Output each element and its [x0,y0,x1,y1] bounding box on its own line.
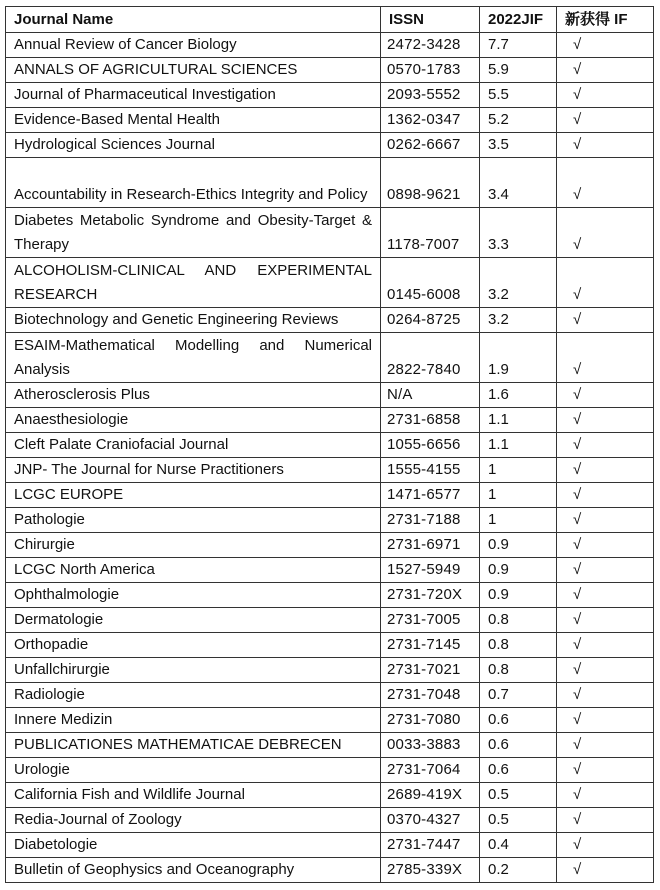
jif-cell: 5.9 [480,58,557,83]
table-row [6,708,654,733]
issn-cell: 2731-7048 [381,683,480,708]
jif-cell: 5.5 [480,83,557,108]
jif-cell: 3.4 [480,158,557,208]
journal-name-cell: ALCOHOLISM-CLINICAL AND EXPERIMENTAL RESEARCH [6,258,381,308]
table-row [6,408,654,433]
issn-cell: 1471-6577 [381,483,480,508]
jif-cell: 1.9 [480,333,557,383]
new-if-check-cell: √ [557,833,654,858]
issn-cell: 1055-6656 [381,433,480,458]
table-row [6,833,654,858]
table-body [6,33,654,883]
table-row [6,583,654,608]
issn-cell: 1362-0347 [381,108,480,133]
journal-name-cell: Pathologie [6,508,381,533]
table-row [6,608,654,633]
issn-cell: 2731-7447 [381,833,480,858]
issn-cell: 2731-7145 [381,633,480,658]
new-if-check-cell: √ [557,558,654,583]
table-row [6,83,654,108]
jif-cell: 0.5 [480,783,557,808]
jif-cell: 0.5 [480,808,557,833]
journal-name-cell: ANNALS OF AGRICULTURAL SCIENCES [6,58,381,83]
issn-cell: 2822-7840 [381,333,480,383]
journal-name-cell: Diabetologie [6,833,381,858]
table-row [6,308,654,333]
new-if-check-cell: √ [557,33,654,58]
table-row [6,508,654,533]
new-if-check-cell: √ [557,533,654,558]
new-if-check-cell: √ [557,708,654,733]
journal-name-cell: Bulletin of Geophysics and Oceanography [6,858,381,883]
journal-name-cell: Diabetes Metabolic Syndrome and Obesity-Target & Therapy [6,208,381,258]
table-row [6,858,654,883]
jif-cell: 1 [480,483,557,508]
header-journal-name: Journal Name [6,7,381,33]
journal-name-cell: Urologie [6,758,381,783]
table-row [6,383,654,408]
issn-cell: 1555-4155 [381,458,480,483]
table-row [6,208,654,258]
journal-name-cell: Anaesthesiologie [6,408,381,433]
new-if-check-cell: √ [557,683,654,708]
issn-cell: 0262-6667 [381,133,480,158]
issn-cell: 2731-720X [381,583,480,608]
new-if-check-cell: √ [557,733,654,758]
journal-name-cell: Biotechnology and Genetic Engineering Reviews [6,308,381,333]
table-row [6,683,654,708]
table-row [6,533,654,558]
journal-name-cell: Hydrological Sciences Journal [6,133,381,158]
issn-cell: 1527-5949 [381,558,480,583]
journal-name-cell: Unfallchirurgie [6,658,381,683]
jif-cell: 3.5 [480,133,557,158]
table-row [6,558,654,583]
jif-cell: 0.8 [480,633,557,658]
table-row [6,633,654,658]
table-row [6,483,654,508]
issn-cell: 0370-4327 [381,808,480,833]
header-issn: ISSN [381,7,480,33]
header-2022jif: 2022JIF [480,7,557,33]
jif-cell: 7.7 [480,33,557,58]
new-if-check-cell: √ [557,83,654,108]
table-row [6,108,654,133]
table-row [6,808,654,833]
journal-name-cell: Annual Review of Cancer Biology [6,33,381,58]
journal-name-cell: PUBLICATIONES MATHEMATICAE DEBRECEN [6,733,381,758]
issn-cell: 1178-7007 [381,208,480,258]
issn-cell: 2731-6971 [381,533,480,558]
new-if-check-cell: √ [557,783,654,808]
table-row [6,458,654,483]
table-row [6,33,654,58]
new-if-check-cell: √ [557,608,654,633]
table-row [6,758,654,783]
issn-cell: 0033-3883 [381,733,480,758]
issn-cell: 0264-8725 [381,308,480,333]
table-row [6,658,654,683]
new-if-check-cell: √ [557,333,654,383]
new-if-check-cell: √ [557,433,654,458]
new-if-check-cell: √ [557,583,654,608]
journal-name-cell: Chirurgie [6,533,381,558]
journal-name-cell: Cleft Palate Craniofacial Journal [6,433,381,458]
issn-cell: 2689-419X [381,783,480,808]
jif-cell: 1.1 [480,433,557,458]
issn-cell: 0898-9621 [381,158,480,208]
journal-name-cell: Orthopadie [6,633,381,658]
issn-cell: 2731-7005 [381,608,480,633]
jif-cell: 1 [480,508,557,533]
journal-name-cell: Radiologie [6,683,381,708]
new-if-check-cell: √ [557,258,654,308]
table-row [6,158,654,208]
new-if-check-cell: √ [557,308,654,333]
issn-cell: 0145-6008 [381,258,480,308]
new-if-check-cell: √ [557,508,654,533]
new-if-check-cell: √ [557,58,654,83]
jif-cell: 1 [480,458,557,483]
table-row [6,333,654,383]
new-if-check-cell: √ [557,758,654,783]
new-if-check-cell: √ [557,383,654,408]
jif-cell: 0.6 [480,758,557,783]
jif-cell: 0.7 [480,683,557,708]
issn-cell: 0570-1783 [381,58,480,83]
journal-name-cell: Redia-Journal of Zoology [6,808,381,833]
journal-name-cell: Journal of Pharmaceutical Investigation [6,83,381,108]
new-if-check-cell: √ [557,633,654,658]
journal-name-cell: ESAIM-Mathematical Modelling and Numerical Analysis [6,333,381,383]
jif-cell: 0.9 [480,533,557,558]
issn-cell: 2731-7080 [381,708,480,733]
jif-cell: 1.6 [480,383,557,408]
journal-name-cell: LCGC North America [6,558,381,583]
jif-cell: 0.8 [480,658,557,683]
issn-cell: 2731-7064 [381,758,480,783]
issn-cell: 2731-7188 [381,508,480,533]
new-if-check-cell: √ [557,108,654,133]
new-if-check-cell: √ [557,658,654,683]
issn-cell: 2472-3428 [381,33,480,58]
journal-name-cell: Innere Medizin [6,708,381,733]
jif-cell: 1.1 [480,408,557,433]
jif-cell: 0.6 [480,733,557,758]
jif-cell: 3.2 [480,308,557,333]
journal-name-cell: Ophthalmologie [6,583,381,608]
journal-name-cell: California Fish and Wildlife Journal [6,783,381,808]
issn-cell: 2731-6858 [381,408,480,433]
jif-cell: 0.2 [480,858,557,883]
new-if-check-cell: √ [557,208,654,258]
issn-cell: 2093-5552 [381,83,480,108]
table-row [6,783,654,808]
journal-name-cell: Accountability in Research-Ethics Integrity and Policy [6,158,381,208]
jif-cell: 0.8 [480,608,557,633]
jif-cell: 0.9 [480,558,557,583]
jif-cell: 5.2 [480,108,557,133]
new-if-check-cell: √ [557,483,654,508]
new-if-check-cell: √ [557,458,654,483]
header-row [6,7,654,33]
issn-cell: 2785-339X [381,858,480,883]
header-new-if: 新获得 IF [557,7,654,33]
new-if-check-cell: √ [557,808,654,833]
issn-cell: 2731-7021 [381,658,480,683]
issn-cell: N/A [381,383,480,408]
new-if-check-cell: √ [557,858,654,883]
jif-cell: 3.2 [480,258,557,308]
jif-cell: 3.3 [480,208,557,258]
table-row [6,133,654,158]
jif-cell: 0.4 [480,833,557,858]
table-row [6,433,654,458]
new-if-check-cell: √ [557,133,654,158]
table-row [6,258,654,308]
journal-name-cell: Atherosclerosis Plus [6,383,381,408]
new-if-check-cell: √ [557,158,654,208]
journal-name-cell: Dermatologie [6,608,381,633]
journal-name-cell: Evidence-Based Mental Health [6,108,381,133]
table-row [6,733,654,758]
table-row [6,58,654,83]
journal-table [5,6,654,883]
new-if-check-cell: √ [557,408,654,433]
journal-name-cell: JNP- The Journal for Nurse Practitioners [6,458,381,483]
jif-cell: 0.6 [480,708,557,733]
journal-name-cell: LCGC EUROPE [6,483,381,508]
jif-cell: 0.9 [480,583,557,608]
